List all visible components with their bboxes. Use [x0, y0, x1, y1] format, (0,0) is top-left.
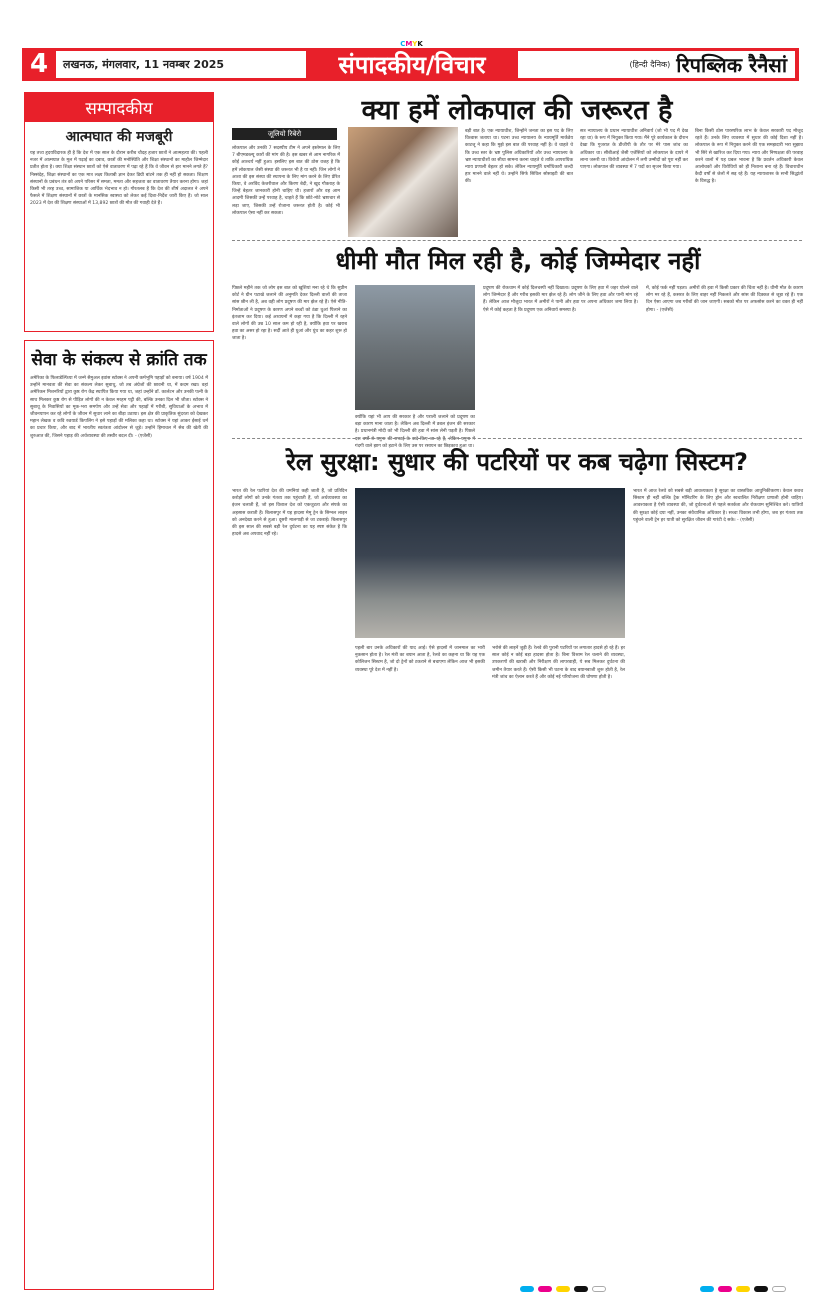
masthead: [22, 48, 799, 81]
editorial-label: सम्पादकीय: [25, 93, 213, 122]
headline-pollution: धीमी मौत मिल रही है, कोई जिम्मेदार नहीं: [335, 247, 701, 275]
editorial-title: आत्मघात की मजबूरी: [65, 129, 173, 145]
swatch-cyan: [700, 1286, 714, 1292]
swatch-black: [754, 1286, 768, 1292]
page-number: 4: [29, 49, 49, 79]
editorial-box: [24, 92, 214, 332]
cmyk-c: C: [400, 40, 406, 48]
swatch-magenta: [718, 1286, 732, 1292]
article2-col4: में, कोई फर्क नहीं पड़ता। अमीरों की हवा में किसी प्रकार की चिंता नहीं है। धीमी मौत के कारण लोग मर रहे हैं, कसरत के लिए बाहर नहीं निकलते और सांस की दिक्कत से जूझ रहे हैं। एक दिन ऐसा आएगा जब गरीबों की जान जाएगी। सबको मौत पर अफसोस करने का वक्त ही नहीं होगा। - (एजेंसी): [646, 286, 803, 313]
cmyk-y: Y: [412, 40, 418, 48]
swatch-yellow: [736, 1286, 750, 1292]
article2-col1: पिछले महीने तक जो लोग इस बात को खुशियां मना रहे थे कि सुप्रीम कोर्ट ने ग्रीन पटाखे जलाने की अनुमति देकर दिल्ली वालों की ताजा सांस छीन ली है, अब वही लोग प्रदूषण की मार झेल रहे हैं। ऐसे नीति-निर्माताओं ने प्रदूषण के कारण अपने बच्चों को ठंडा धुआं पिलाने का इंतजाम कर दिया। कई अध्ययनों में कहा गया है कि दिल्ली में रहने वाले लोगों की उम्र 10 साल कम हो रही है, क्योंकि हवा पर खराब हवा का असर हो रहा है। सर्दी आते ही धुआं और धुंध का कहर शुरू हो जाता है।: [232, 286, 347, 342]
article1-col4: बिना किसी ठोस पारस्परिक लाभ के केवल सरकारी पद मौजूद रहते हैं। उनके लिए व्यवस्था में सुधार की कोई दिशा नहीं है। लोकपाल के रूप में नियुक्त करने की एक समझदारी भरा सुझाव भी सिरे से खारिज कर दिया गया। न्याय और निष्पक्षता की परवाह करने वालों में यह प्रबल भावना है कि प्रवर्तन अधिकारी केवल आलोचकों और विरोधियों को ही निशाना बना रहे हैं। विचाराधीन कैदी वर्षों से जेलों में सड़ रहे हैं। यह न्यायशास्त्र के सभी सिद्धांतों के विरुद्ध है।: [695, 129, 803, 185]
swatch-register: [772, 1286, 786, 1292]
divider: [232, 438, 802, 439]
article1-col2: बड़ी बात है। एक न्यायाधीश, जिन्होंने जनता का इस पद के लिए विश्वास जताया था। पटना उच्च न्यायालय के न्यायमूर्ति मार्कंडेय काटजू ने कहा कि मुझे इस बात की परवाह नहीं है। वे चाहते थे कि उच्च स्तर के भ्रष्ट पुलिस अधिकारियों और उच्च न्यायालय के भ्रष्ट न्यायाधीशों का सीधा सामना करना चाहते थे ताकि आपराधिक न्याय प्रणाली बेहतर हो सके। लेकिन न्यायमूर्ति धर्माधिकारी जल्दी हार मानने वाले नहीं थे। उन्होंने सिर्फ सिविल सोसाइटी की बात की।: [465, 129, 573, 185]
article2-col2: क्योंकि यहां भी आप की सरकार है और पराली जलाने को प्रदूषण का बड़ा कारण माना जाता है। लेकिन अब दिल्ली में डबल इंजन की सरकार है। प्रधानमंत्री मोदी को भी दिल्ली की हवा में सांस लेनी पड़ती है। पिछले दस वर्षों से यमुना की सफाई के वादे किए जा रहे हैं, लेकिन यमुना में गंदगी वाले झाग को हटाने के लिए उस पर रसायन का छिड़काव हुआ था।: [355, 415, 475, 449]
cmyk-k: K: [417, 40, 423, 48]
rail-accident-photo: [355, 488, 625, 638]
seva-title: सेवा के संकल्प से क्रांति तक: [31, 350, 207, 370]
headline-lokpal: क्या हमें लोकपाल की जरूरत है: [361, 95, 673, 126]
color-registration-bar: [700, 1286, 786, 1292]
lokpal-photo: [348, 127, 458, 237]
brand-subtitle: (हिन्दी दैनिक): [629, 60, 671, 69]
swatch-magenta: [538, 1286, 552, 1292]
swatch-cyan: [520, 1286, 534, 1292]
author-byline: जूलियो रिबेरो: [232, 128, 337, 140]
article2-col3: प्रदूषण की रोकथाम में कोई दिलचस्पी नहीं दिखाता। प्रदूषण के लिए हवा में जहर घोलने वाले लोग जिम्मेदार हैं और गरीब इसकी मार झेल रहे हैं। लोग जीने के लिए हवा और पानी मांग रहे हैं। लेकिन आज मौजूदा भारत में अमीरों ने पानी और हवा पर अपना अधिकार जमा लिया है। ऐसे में कोई कहता है कि प्रदूषण एक अनिवार्य समस्या है।: [483, 286, 638, 313]
swatch-black: [574, 1286, 588, 1292]
section-title: संपादकीय/विचार: [338, 51, 486, 79]
cmyk-print-mark: [0, 40, 823, 48]
article3-col2: पहली बार उनके अधिकारों की याद आई। ऐसे हादसों में जानमाल का भारी नुकसान होता है। रेल मंत्री का बयान आता है, रेलवे का कहना था कि यह एक कोलिजन सिस्टम है, जो दो ट्रेनों को टकराने से बचाएगा लेकिन आज भी इसकी व्यवस्था पूरे देश में नहीं है।: [355, 646, 485, 673]
dateline: लखनऊ, मंगलवार, 11 नवम्बर 2025: [56, 51, 306, 78]
brand: [518, 51, 795, 78]
seva-box: [24, 340, 214, 1290]
article1-col1: लोकपाल और उनकी 7 सदस्यीय टीम ने अपने इस्तेमाल के लिए 7 बीएमडब्ल्यू कारों की मांग की है। इस खबर से आम नागरिक में कोई आश्चर्य नहीं हुआ। इसलिए इस बात की ठोस वजह है कि हमें लोकपाल जैसी संस्था की जरूरत भी है या नहीं। जिन लोगों ने आशा की इस संस्था की स्थापना के लिए मांग करने के लिए प्रेरित किया, वे अरविंद केजरीवाल और किरण बेदी, ने खुद गौकराह के जिन्हें बेहतर जानकारी होनी चाहिए थी। हजारों और वह आम आदमी जिसकी उन्हें परवाह है, चाहते हैं कि छोटे-मोटे भ्रष्टाचार से लड़ा जाए, जिसकी उन्हें रोजाना जरूरत होती है। कोई भी लोकपाल ऐसा नहीं कर सकता।: [232, 146, 340, 216]
seva-body: अमेरिका के फिलाडेल्फिया में जन्मे सैमुअल इवांस स्टोक्स ने अपनी कर्मभूमि पहाड़ों को बनाया। वर्ष 1904 में उन्होंने मानवता की सेवा का संकल्प लेकर सुबाथू, जो तब अंग्रेजों की छावनी था, में कदम रखा। वहां अमेरिकन मिशनरियों द्वारा कुष्ठ रोग केंद्र स्थापित किया गया था, जहां उन्होंने डॉ. कार्लटन और उनकी पत्नी के साथ मिलकर कुष्ठ रोग से पीड़ित लोगों की न केवल मरहम पट्टी की, बल्कि उनका दिल भी जीता। स्टोक्स ने सुबाथू के निवासियों का मूक-भरा समर्पण और उन्हें सेवा और पहाड़ों में गरीबी, सुविधाओं के अभाव में जीवनयापन कर रहे लोगों के जीवन में सुधार लाने का बीड़ा उठाया। इस क्षेत्र की प्राकृतिक सुंदरता को देखकर महान लेखक व कवि रुडयार्ड किपलिंग ने इसे पहाड़ों की मलिका कहा था। स्टोक्स ने यहां आकर ईसाई धर्म का प्रचार किया, और बाद में भारतीय स्वतंत्रता आंदोलन से जुड़े। उन्होंने हिमाचल में सेब की खेती की शुरुआत की, जिसने पहाड़ की अर्थव्यवस्था की तस्वीर बदल दी। - (एजेंसी): [30, 376, 208, 439]
editorial-body: यह तथ्य हृदयविदारक ही है कि देश में एक साल के दौरान करीब चौदह हजार छात्रों ने आत्महत्या की। पहली नजर में आत्मघात के मूल में पढ़ाई का दबाव, छात्रों की मनोस्थिति और शिक्षा संस्थानों का माहौल जिम्मेदार प्रतीत होता है। क्या शिक्षा संस्थान छात्रों को ऐसे वातावरण में पढ़ा रहे हैं कि वे जीवन से हार मानने लगते हैं? निस्संदेह, शिक्षा संस्थानों का एक मात्र लक्ष्य किताबी ज्ञान देकर डिग्री बांटने तक ही नहीं हो सकता। शिक्षण संस्थानों के प्रबंधन तंत्र को अपने परिसर में समता, ममता और सहजता का वातावरण तैयार करना होगा। जहां किसी भी तरह उच्च, सामाजिक या आर्थिक भेदभाव न हो। गौरतलब है कि देश की शीर्ष अदालत ने अपने फैसले में शिक्षण संस्थानों में छात्रों के मानसिक स्वास्थ्य को लेकर कई दिशा-निर्देश जारी किए हैं। जो साल 2023 में देश की शिक्षण संस्थाओं में 13,892 छात्रों की मौत की गवाही देते हैं।: [30, 151, 208, 207]
article3-col3: भरोसे की लाइनें जुड़ी हैं। रेलवे की पुरानी पटरियों पर लगातार हादसे हो रहे हैं। हर साल कोई न कोई बड़ा हादसा होता है। बिना विश्राम रेल चलाने की व्यवस्था, उपकरणों की खराबी और निरीक्षण की लापरवाही, ये सब मिलकर दुर्घटना की जमीन तैयार करते हैं। ऐसी किसी भी घटना के बाद बयानबाजी शुरू होती है, रेल मंत्री जांच का ऐलान करते हैं और कोई नई परियोजना की घोषणा होती है।: [492, 646, 625, 680]
cmyk-m: M: [405, 40, 413, 48]
headline-rail-safety: रेल सुरक्षा: सुधार की पटरियों पर कब चढ़ेगा सिस्टम?: [286, 448, 748, 476]
article3-col4: भारत में आज रेलवे को सबसे बड़ी आवश्यकता है सुरक्षा का वास्तविक आधुनिकीकरण। केवल कवच सिस्टम ही नहीं बल्कि ट्रैक मॉनिटरिंग के लिए ड्रोन और स्वचालित निरीक्षण प्रणाली होनी चाहिए। आवश्यकता है ऐसी व्यवस्था की, जो दुर्घटनाओं से पहले सतर्कता और रोकथाम सुनिश्चित करे। यात्रियों की सुरक्षा कोई दया नहीं, उनका संवैधानिक अधिकार है। सच्चा विकास तभी होगा, जब हर गंतव्य तक पहुंचने वाली ट्रेन हर यात्री को सुरक्षित जीवन की गारंटी दे सके। - (एजेंसी): [633, 489, 803, 523]
color-registration-bar: [520, 1286, 606, 1292]
brand-name: रिपब्लिक रैनैसां: [676, 53, 787, 77]
divider: [232, 240, 802, 241]
article3-col1: भारत की रेल पटरियां देश की धमनियां कही जाती हैं, जो प्रतिदिन करोड़ों लोगों को उनके गंतव्य तक पहुंचाती हैं, जो अर्थव्यवस्था का इंजन चलाती हैं, जो इस विशाल देश को एकजुटता और संपर्क का अहसास कराती हैं। बिलासपुर में यह हादसा मेमू ट्रेन के सिग्नल लाइन को अनदेखा करने से हुआ। दूसरी मालगाड़ी से जा टकराई। बिलासपुर की इस साल की सबसे बड़ी रेल दुर्घटना का यह स्पष्ट संकेत है कि हादसे अब अपवाद नहीं रहे।: [232, 489, 347, 538]
swatch-yellow: [556, 1286, 570, 1292]
pollution-photo: [355, 285, 475, 410]
article1-col3: सत्र न्यायालय के प्रधान न्यायाधीश अनिवार्य (जो भी पद मैं देख रहा था) के रूप में नियुक्त किया गया। मैंने पूरे कार्यकाल के दौरान देखा कि गुजरात के डीजीपी के तौर पर मेरे पास जांच का अधिकार था। सीबीआई जैसी एजेंसियों को लोकपाल के दायरे में लाना जरूरी था। विरोधी आंदोलन में लगी उम्मीदों को पूरा नहीं कर पाएगा। लोकपाल की व्यवस्था में 7 पदों का सृजन किया गया।: [580, 129, 688, 171]
swatch-register: [592, 1286, 606, 1292]
